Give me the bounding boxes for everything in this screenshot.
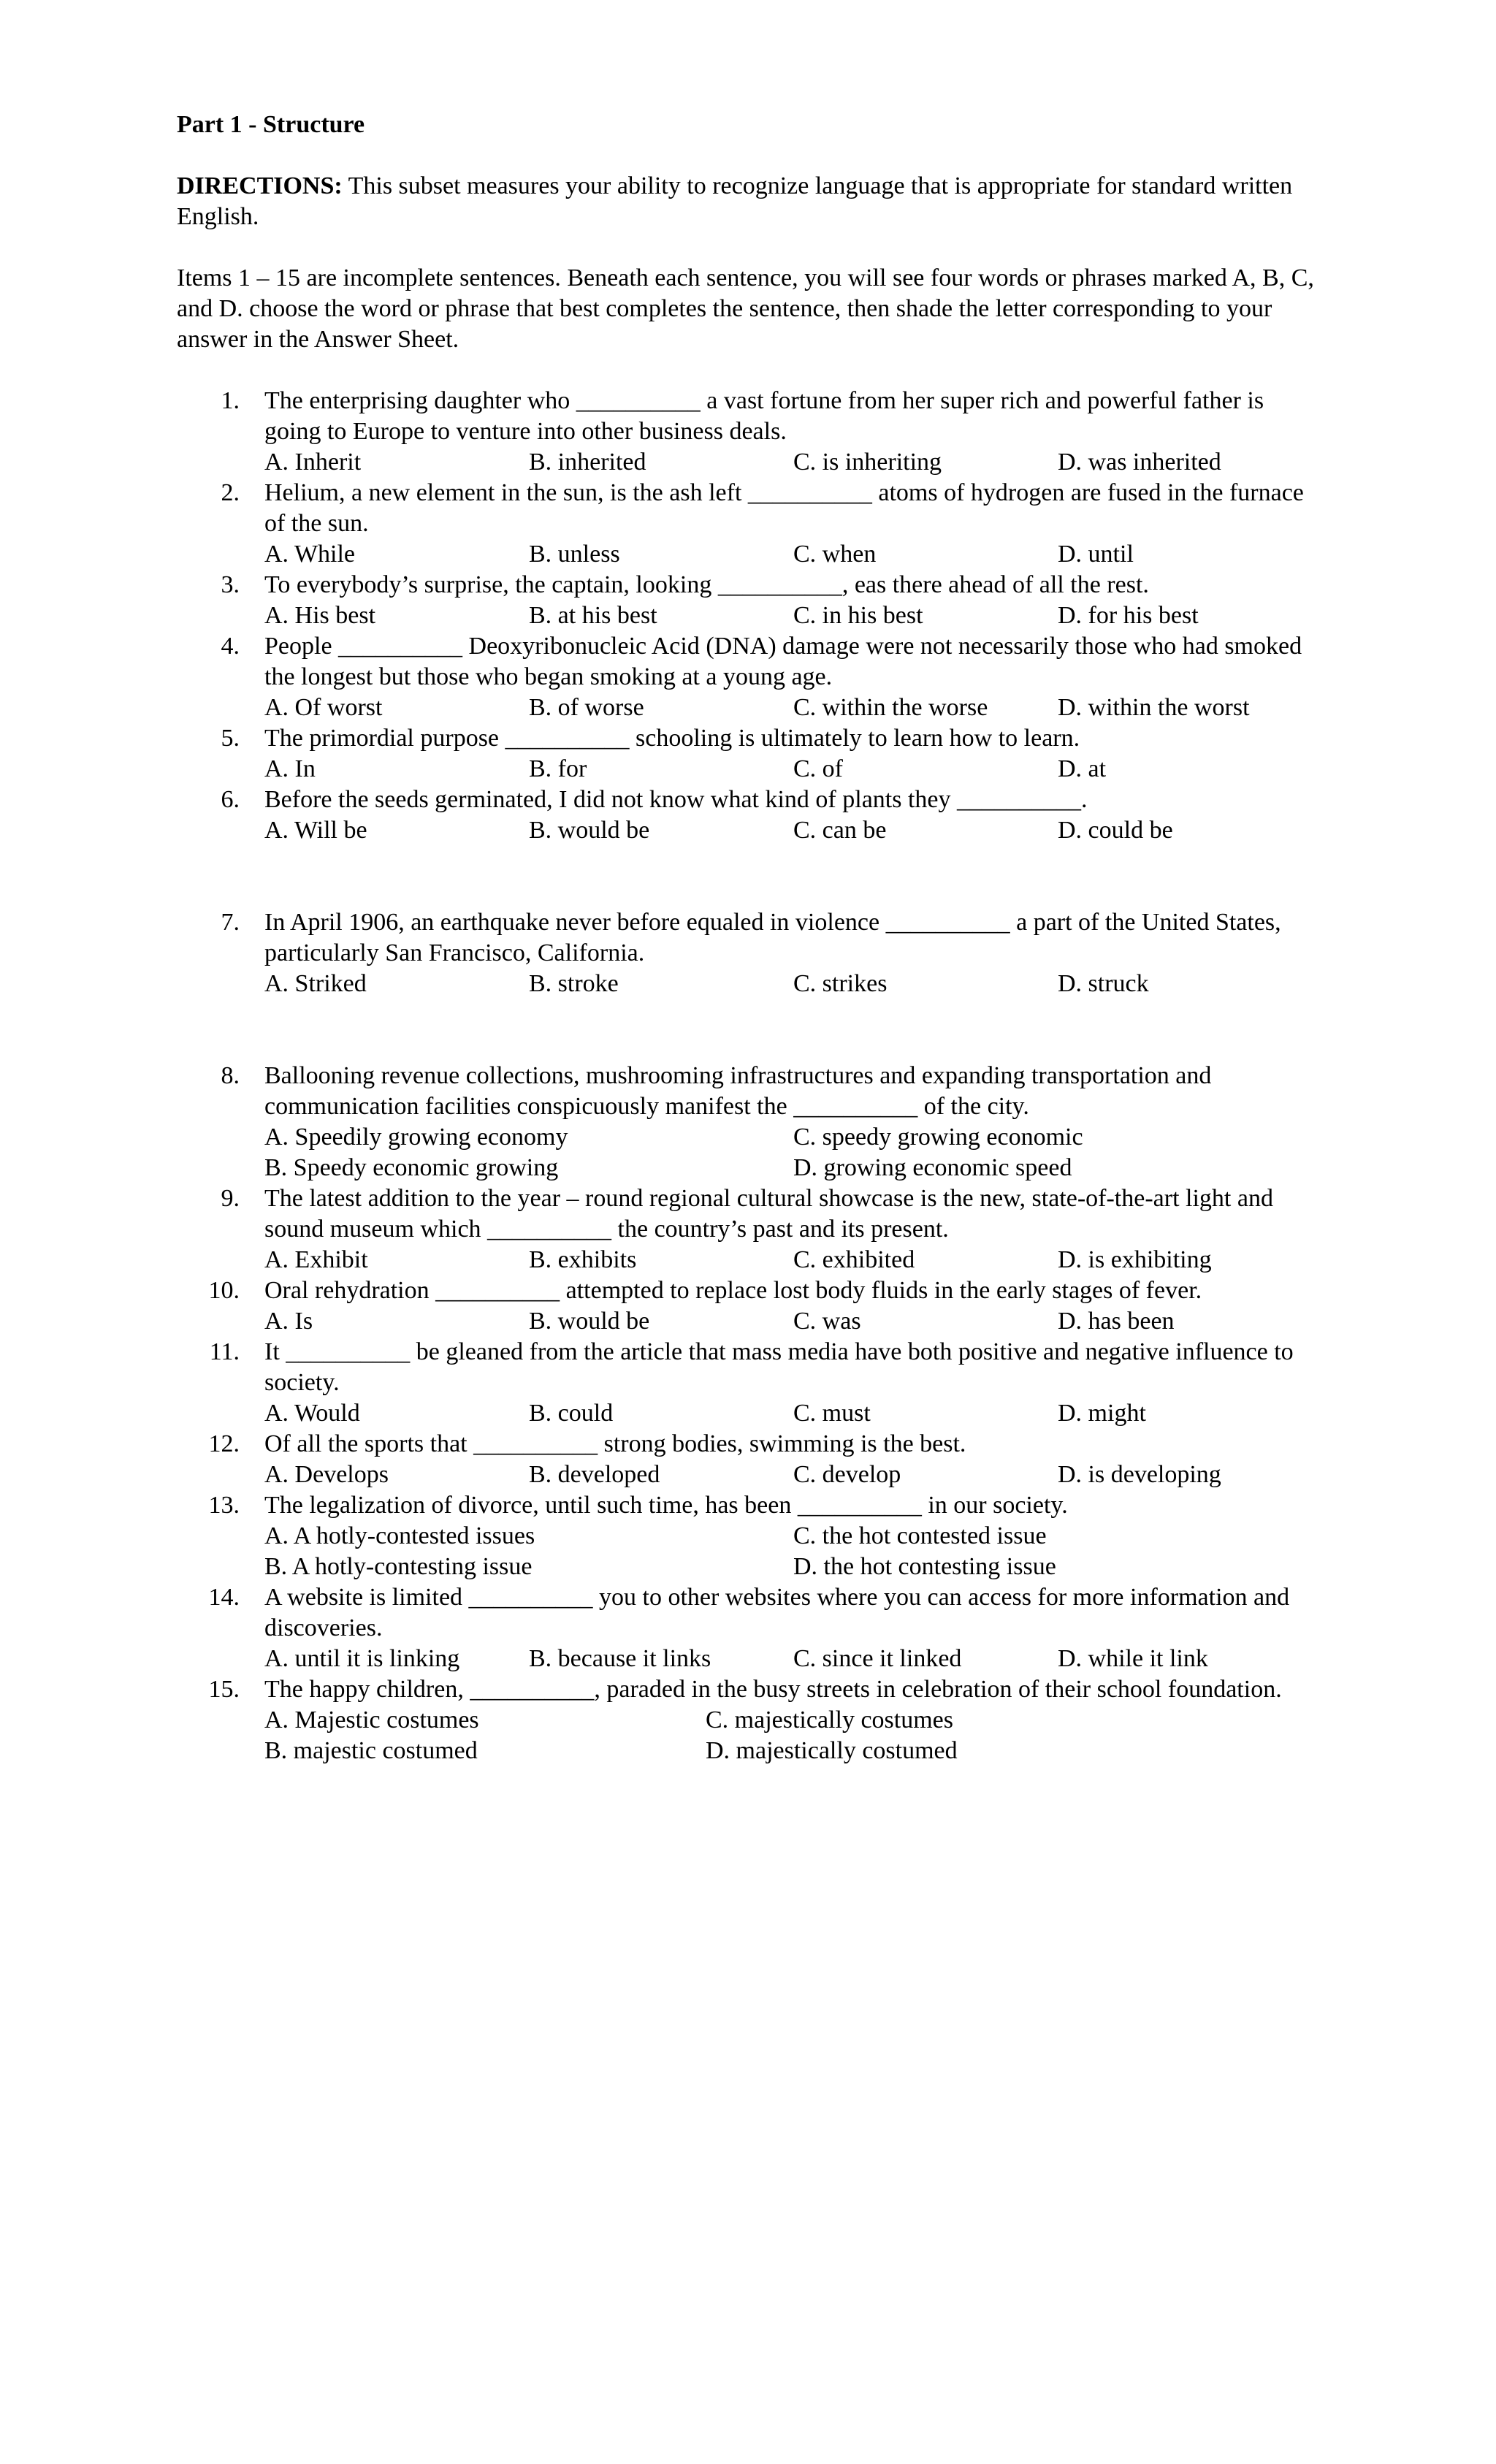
- option-c: C. within the worse: [793, 694, 988, 721]
- spacer: [177, 999, 1324, 1061]
- question-item: [177, 1490, 1324, 1582]
- question-number: 7.: [221, 909, 240, 936]
- option-a: A. Is: [264, 1308, 313, 1335]
- question-stem: To everybody’s surprise, the captain, looking __________, eas there ahead of all the rest.: [264, 571, 1149, 598]
- question-item: [177, 1582, 1324, 1674]
- question-number: 9.: [221, 1185, 240, 1212]
- question-item: [177, 631, 1324, 723]
- option-d: D. for his best: [1058, 602, 1199, 629]
- option-row: [264, 693, 1324, 723]
- option-c: C. when: [793, 541, 877, 568]
- option-row: [264, 1644, 1324, 1674]
- option-row: [264, 1153, 1324, 1183]
- question-stem: The legalization of divorce, until such time, has been __________ in our society.: [264, 1492, 1068, 1519]
- option-d: D. at: [1058, 755, 1107, 782]
- option-c: C. is inheriting: [793, 449, 942, 476]
- option-d: D. might: [1058, 1400, 1146, 1427]
- question-number: 11.: [209, 1338, 240, 1365]
- option-a: A. Majestic costumes: [264, 1706, 479, 1733]
- option-b: B. could: [529, 1400, 614, 1427]
- option-a: A. In: [264, 755, 316, 782]
- option-b: B. would be: [529, 817, 650, 844]
- option-b: B. inherited: [529, 449, 646, 476]
- question-item: [177, 1275, 1324, 1337]
- option-a: A. Inherit: [264, 449, 362, 476]
- option-a: A. Of worst: [264, 694, 383, 721]
- question-item: [177, 1337, 1324, 1429]
- option-row: [264, 1460, 1324, 1490]
- option-c: C. was: [793, 1308, 861, 1335]
- question-number: 15.: [208, 1676, 240, 1703]
- option-a: A. Develops: [264, 1461, 389, 1488]
- option-b: B. for: [529, 755, 587, 782]
- document-page: [177, 110, 1324, 1766]
- option-row: [264, 969, 1324, 999]
- question-item: [177, 1674, 1324, 1766]
- question-number: 14.: [208, 1584, 240, 1611]
- question-item: [177, 570, 1324, 631]
- question-number: 12.: [208, 1430, 240, 1457]
- question-number: 13.: [208, 1492, 240, 1519]
- option-c: C. the hot contested issue: [793, 1522, 1047, 1549]
- option-row: [264, 1122, 1324, 1153]
- question-number: 1.: [221, 387, 240, 414]
- option-d: D. within the worst: [1058, 694, 1250, 721]
- question-stem: It __________ be gleaned from the article that mass media have both positive and negative influence to society.: [264, 1338, 1294, 1396]
- question-item: [177, 1429, 1324, 1490]
- option-b: B. developed: [529, 1461, 660, 1488]
- option-c: C. must: [793, 1400, 871, 1427]
- option-a: A. Would: [264, 1400, 360, 1427]
- option-a: A. Will be: [264, 817, 367, 844]
- option-a: A. A hotly-contested issues: [264, 1522, 535, 1549]
- option-c: C. in his best: [793, 602, 923, 629]
- option-row: [264, 1736, 1324, 1766]
- question-stem: Before the seeds germinated, I did not know what kind of plants they __________.: [264, 786, 1088, 813]
- question-stem: The happy children, __________, paraded in the busy streets in celebration of their school foundation.: [264, 1676, 1282, 1703]
- directions-text: This subset measures your ability to recognize language that is appropriate for standard written English.: [177, 172, 1293, 230]
- option-d: D. has been: [1058, 1308, 1175, 1335]
- option-d: D. growing economic speed: [793, 1154, 1072, 1181]
- option-row: [264, 1245, 1324, 1275]
- option-d: D. is exhibiting: [1058, 1246, 1212, 1273]
- option-b: B. stroke: [529, 970, 619, 997]
- instructions-paragraph: Items 1 – 15 are incomplete sentences. Beneath each sentence, you will see four words or phrases marked A, B, C, and D. choose the word or phrase that best completes the sentence, then shade the letter corresponding to your answer in the Answer Sheet.: [177, 264, 1314, 353]
- option-row: [264, 539, 1324, 570]
- option-row: [264, 1521, 1324, 1552]
- question-number: 8.: [221, 1062, 240, 1089]
- option-d: D. struck: [1058, 970, 1149, 997]
- spacer: [177, 846, 1324, 907]
- option-d: D. was inherited: [1058, 449, 1221, 476]
- option-c: C. since it linked: [793, 1645, 962, 1672]
- question-number: 3.: [221, 571, 240, 598]
- option-b: B. majestic costumed: [264, 1737, 478, 1764]
- option-d: D. until: [1058, 541, 1134, 568]
- question-stem: People __________ Deoxyribonucleic Acid (DNA) damage were not necessarily those who had smoked the longest but those who began smoking at a young age.: [264, 633, 1302, 690]
- directions-paragraph: [177, 171, 1324, 232]
- question-item: [177, 478, 1324, 570]
- option-row: [264, 1552, 1324, 1582]
- question-stem: The latest addition to the year – round regional cultural showcase is the new, state-of-the-art light and sound museum which __________ the country’s past and its present.: [264, 1185, 1273, 1243]
- option-a: A. Speedily growing economy: [264, 1124, 568, 1151]
- question-number: 4.: [221, 633, 240, 660]
- question-item: [177, 1061, 1324, 1183]
- question-item: [177, 785, 1324, 846]
- option-d: D. while it link: [1058, 1645, 1208, 1672]
- question-list: [177, 386, 1324, 1766]
- question-stem: Oral rehydration __________ attempted to replace lost body fluids in the early stages of fever.: [264, 1277, 1202, 1304]
- option-a: A. Striked: [264, 970, 367, 997]
- option-c: C. develop: [793, 1461, 901, 1488]
- option-b: B. Speedy economic growing: [264, 1154, 559, 1181]
- option-b: B. at his best: [529, 602, 657, 629]
- option-d: D. could be: [1058, 817, 1173, 844]
- option-row: [264, 1705, 1324, 1736]
- question-stem: Helium, a new element in the sun, is the ash left __________ atoms of hydrogen are fused in the furnace of the sun.: [264, 479, 1304, 537]
- question-stem: Of all the sports that __________ strong bodies, swimming is the best.: [264, 1430, 966, 1457]
- option-d: D. is developing: [1058, 1461, 1221, 1488]
- option-d: D. the hot contesting issue: [793, 1553, 1056, 1580]
- option-row: [264, 447, 1324, 478]
- option-b: B. exhibits: [529, 1246, 637, 1273]
- option-b: B. of worse: [529, 694, 644, 721]
- option-a: A. While: [264, 541, 356, 568]
- question-item: [177, 723, 1324, 785]
- question-number: 2.: [221, 479, 240, 506]
- option-d: D. majestically costumed: [706, 1737, 958, 1764]
- section-title: Part 1 - Structure: [177, 111, 365, 138]
- option-c: C. strikes: [793, 970, 888, 997]
- question-number: 5.: [221, 725, 240, 752]
- option-a: A. His best: [264, 602, 376, 629]
- question-item: [177, 1183, 1324, 1275]
- question-number: 6.: [221, 786, 240, 813]
- option-c: C. majestically costumes: [706, 1706, 953, 1733]
- option-row: [264, 600, 1324, 631]
- option-a: A. Exhibit: [264, 1246, 368, 1273]
- option-row: [264, 815, 1324, 846]
- option-c: C. speedy growing economic: [793, 1124, 1083, 1151]
- question-stem: A website is limited __________ you to other websites where you can access for more information and discoveries.: [264, 1584, 1290, 1641]
- option-c: C. of: [793, 755, 843, 782]
- option-c: C. can be: [793, 817, 887, 844]
- question-item: [177, 386, 1324, 478]
- question-item: [177, 907, 1324, 999]
- question-stem: The enterprising daughter who __________ a vast fortune from her super rich and powerful father is going to Europe to venture into other business deals.: [264, 387, 1264, 445]
- option-row: [264, 754, 1324, 785]
- question-stem: Ballooning revenue collections, mushrooming infrastructures and expanding transportation and communication facilities conspicuously manifest the __________ of the city.: [264, 1062, 1212, 1120]
- question-number: 10.: [208, 1277, 240, 1304]
- option-c: C. exhibited: [793, 1246, 915, 1273]
- option-row: [264, 1398, 1324, 1429]
- option-b: B. A hotly-contesting issue: [264, 1553, 533, 1580]
- question-stem: In April 1906, an earthquake never before equaled in violence __________ a part of the United States, particularly San Francisco, California.: [264, 909, 1281, 966]
- option-row: [264, 1306, 1324, 1337]
- option-b: B. would be: [529, 1308, 650, 1335]
- option-b: B. because it links: [529, 1645, 711, 1672]
- directions-label: DIRECTIONS:: [177, 172, 343, 199]
- option-b: B. unless: [529, 541, 620, 568]
- option-a: A. until it is linking: [264, 1645, 460, 1672]
- question-stem: The primordial purpose __________ schooling is ultimately to learn how to learn.: [264, 725, 1080, 752]
